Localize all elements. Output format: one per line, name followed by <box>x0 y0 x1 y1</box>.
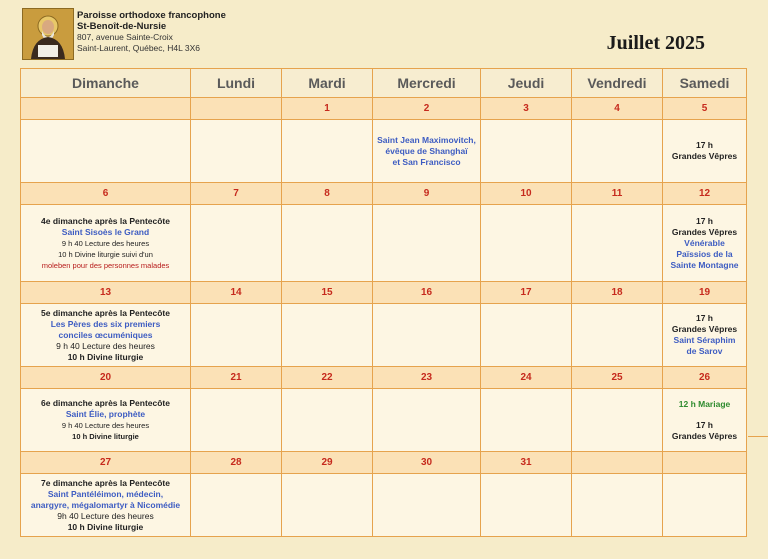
service-time: 17 h <box>695 215 713 226</box>
service-name: Grandes Vêpres <box>671 226 738 237</box>
weekday-tuesday: Mardi <box>282 69 373 98</box>
day-cell <box>191 205 282 282</box>
day-cell-jul-20 <box>21 389 191 452</box>
service-name: Grandes Vêpres <box>671 430 738 441</box>
feast-name: évêque de Shanghaï <box>385 145 468 156</box>
weekday-wednesday: Mercredi <box>373 69 481 98</box>
weekday-header-row <box>21 69 747 98</box>
weekday-thursday: Jeudi <box>481 69 572 98</box>
day-cell <box>572 205 663 282</box>
service-line: 10 h Divine liturgie <box>72 432 139 441</box>
day-number: 6 <box>21 183 191 205</box>
parish-address: 807, avenue Sainte-Croix <box>77 32 173 42</box>
day-number: 19 <box>663 282 747 304</box>
day-number: 12 <box>663 183 747 205</box>
day-number: 30 <box>373 452 481 474</box>
day-number: 9 <box>373 183 481 205</box>
day-cell <box>481 205 572 282</box>
day-number: 16 <box>373 282 481 304</box>
feast-name: Saint Élie, prophète <box>65 409 146 419</box>
week-5-dates <box>21 452 747 474</box>
day-number: 22 <box>282 367 373 389</box>
service-line: 10 h Divine liturgie suivi d'un <box>58 249 153 259</box>
service-name: Grandes Vêpres <box>671 151 738 161</box>
day-number: 20 <box>21 367 191 389</box>
day-number: 17 <box>481 282 572 304</box>
sunday-title: 5e dimanche après la Pentecôte <box>41 307 170 318</box>
week-1-events <box>21 120 747 183</box>
day-number: 24 <box>481 367 572 389</box>
day-number: 8 <box>282 183 373 205</box>
day-cell <box>373 304 481 367</box>
day-cell-jul-5 <box>663 120 747 183</box>
decorative-line <box>748 436 768 437</box>
weekday-friday: Vendredi <box>572 69 663 98</box>
day-cell-jul-27 <box>21 474 191 537</box>
service-line: 9 h 40 Lecture des heures <box>61 238 150 248</box>
day-number: 29 <box>282 452 373 474</box>
service-time: 17 h <box>695 140 713 150</box>
day-cell <box>481 389 572 452</box>
day-cell <box>481 474 572 537</box>
calendar-grid <box>20 68 747 537</box>
day-cell-jul-2 <box>373 120 481 183</box>
day-cell <box>191 120 282 183</box>
week-3-events <box>21 304 747 367</box>
day-number <box>572 452 663 474</box>
day-cell-jul-19 <box>663 304 747 367</box>
feast-name: Saint Sisoès le Grand <box>61 226 150 237</box>
service-time: 17 h <box>695 313 713 323</box>
week-3-dates <box>21 282 747 304</box>
day-number: 7 <box>191 183 282 205</box>
week-5-events <box>21 474 747 537</box>
day-cell-jul-6 <box>21 205 191 282</box>
day-number: 18 <box>572 282 663 304</box>
day-cell <box>663 474 747 537</box>
day-number: 11 <box>572 183 663 205</box>
day-cell <box>191 389 282 452</box>
feast-name: Saint Pantéléimon, médecin, <box>47 488 164 499</box>
day-number <box>663 452 747 474</box>
day-cell <box>373 474 481 537</box>
week-1-dates <box>21 98 747 120</box>
saint-icon-image <box>22 8 74 60</box>
header <box>20 8 750 63</box>
day-cell <box>572 120 663 183</box>
day-number: 1 <box>282 98 373 120</box>
day-number: 3 <box>481 98 572 120</box>
day-number: 10 <box>481 183 572 205</box>
day-cell <box>282 304 373 367</box>
service-line: 9 h 40 Lecture des heures <box>61 421 150 430</box>
week-2-dates <box>21 183 747 205</box>
week-4-dates <box>21 367 747 389</box>
service-line: 9 h 40 Lecture des heures <box>56 340 155 351</box>
day-number: 13 <box>21 282 191 304</box>
day-cell <box>572 474 663 537</box>
month-title: Juillet 2025 <box>606 32 705 54</box>
day-cell <box>191 304 282 367</box>
feast-name: et San Francisco <box>392 156 461 167</box>
day-number: 26 <box>663 367 747 389</box>
day-cell <box>191 474 282 537</box>
day-number: 23 <box>373 367 481 389</box>
day-cell-jul-12 <box>663 205 747 282</box>
service-line: 10 h Divine liturgie <box>67 521 144 532</box>
day-number: 15 <box>282 282 373 304</box>
day-cell <box>572 389 663 452</box>
day-cell <box>282 120 373 183</box>
day-cell <box>481 120 572 183</box>
day-number: 2 <box>373 98 481 120</box>
service-line: 10 h Divine liturgie <box>67 351 144 362</box>
weekday-monday: Lundi <box>191 69 282 98</box>
day-number: 4 <box>572 98 663 120</box>
service-name: Grandes Vêpres <box>671 324 738 334</box>
parish-saint-name: St-Benoît-de-Nursie <box>77 20 167 32</box>
day-cell-jul-13 <box>21 304 191 367</box>
day-number: 31 <box>481 452 572 474</box>
sunday-title: 4e dimanche après la Pentecôte <box>41 215 170 226</box>
feast-name: de Sarov <box>686 346 723 356</box>
day-cell <box>21 120 191 183</box>
day-cell <box>282 389 373 452</box>
day-cell <box>373 389 481 452</box>
day-number: 21 <box>191 367 282 389</box>
day-cell-jul-26 <box>663 389 747 452</box>
week-2-events <box>21 205 747 282</box>
feast-name: conciles œcuméniques <box>58 329 153 340</box>
day-number: 5 <box>663 98 747 120</box>
day-cell <box>282 205 373 282</box>
feast-name: Saint Séraphim <box>673 335 736 345</box>
day-cell <box>373 205 481 282</box>
day-number <box>21 98 191 120</box>
service-line: 9h 40 Lecture des heures <box>57 510 154 521</box>
parish-city: Saint-Laurent, Québec, H4L 3X6 <box>77 42 201 53</box>
service-time: 17 h <box>695 419 713 430</box>
day-cell <box>572 304 663 367</box>
parish-info <box>77 11 226 53</box>
wedding-event: 12 h Mariage <box>678 398 731 409</box>
day-cell <box>481 304 572 367</box>
day-number: 25 <box>572 367 663 389</box>
sunday-title: 7e dimanche après la Pentecôte <box>41 477 170 488</box>
weekday-saturday: Samedi <box>663 69 747 98</box>
day-number <box>191 98 282 120</box>
day-number: 14 <box>191 282 282 304</box>
weekday-sunday: Dimanche <box>21 69 191 98</box>
feast-name: Les Pères des six premiers <box>50 318 161 329</box>
feast-name: Saint Jean Maximovitch, <box>377 134 476 145</box>
feast-name: Sainte Montagne <box>670 259 739 270</box>
day-cell <box>282 474 373 537</box>
feast-name: Païssios de la <box>676 248 733 259</box>
feast-name: anargyre, mégalomartyr à Nicomédie <box>30 499 181 510</box>
feast-name: Vénérable <box>684 237 725 248</box>
day-number: 28 <box>191 452 282 474</box>
service-note: moleben pour des personnes malades <box>41 260 170 270</box>
sunday-title: 6e dimanche après la Pentecôte <box>41 398 170 408</box>
day-number: 27 <box>21 452 191 474</box>
week-4-events <box>21 389 747 452</box>
parish-name: Paroisse orthodoxe francophone <box>77 10 226 21</box>
